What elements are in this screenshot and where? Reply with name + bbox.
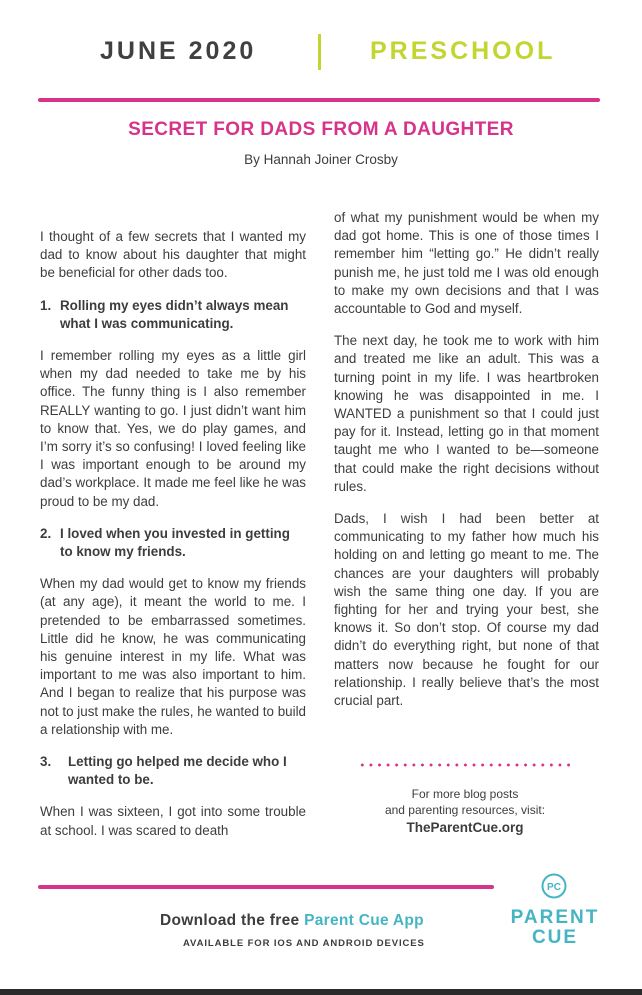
secret-heading-text: I loved when you invested in getting to know my friends. [60, 525, 290, 560]
intro-paragraph: I thought of a few secrets that I wanted my dad to know about his daughter that might be beneficial for other dads too. [40, 229, 306, 281]
secret-heading-3 [40, 753, 306, 789]
logo-line-1: PARENT [510, 907, 600, 928]
secret-number: 3. [40, 754, 52, 770]
article-byline: By Hannah Joiner Crosby [244, 152, 398, 167]
top-rule [38, 98, 600, 102]
availability-note: AVAILABLE FOR IOS AND ANDROID DEVICES [183, 938, 425, 949]
secret-heading-text: Letting go helped me decide who I wanted to be. [68, 754, 287, 788]
secret-number: 1. [40, 297, 52, 313]
dotted-divider [358, 762, 573, 768]
newsletter-date: JUNE 2020 [100, 37, 257, 65]
article-title: SECRET FOR DADS FROM A DAUGHTER [128, 119, 514, 140]
age-level-label: PRESCHOOL [370, 37, 556, 65]
promo-line-2: and parenting resources, visit: [384, 803, 546, 817]
secret-number: 2. [40, 525, 52, 541]
logo-line-2: CUE [531, 927, 579, 948]
secret-body-3: When I was sixteen, I got into some trouble at school. I was scared to death [40, 804, 306, 838]
website-link[interactable]: TheParentCue.org [406, 820, 524, 835]
column2-paragraph: Dads, I wish I had been better at communicating to my father how much his holding on and letting go meant to me. The chances are your daughters will probably wish the same thing one day. If you are fighting for her and trying your best, she knows it. So don’t stop. Of course my dad didn’t do everything right, but none of that matters now because he fought for our relationship. I really believe that’s the most crucial part. [334, 511, 599, 709]
logo-mark-text: PC [547, 882, 561, 893]
secret-body-2: When my dad would get to know my friends (at any age), it meant the world to me. I pretended to be embarrassed sometimes. Little did he know, he was communicating his genuine interest in my life. What was important to me was also important to him. And I began to realize that his purpose was not to just make the rules, he wanted to build a relationship with me. [40, 576, 306, 737]
download-prefix: Download the free [160, 912, 300, 929]
article-column-right [334, 209, 599, 724]
parent-cue-logo-icon [541, 873, 567, 899]
secret-heading-2 [40, 525, 306, 561]
column2-paragraph: The next day, he took me to work with him and treated me like an adult. This was a turning point in my life. I was heartbroken knowing he was disappointed in me. I WANTED a punishment so that I could just pay for it. Instead, letting go in that moment taught me who I wanted to be—someone that could make the right decisions without rules. [334, 333, 599, 494]
app-name-link[interactable]: Parent Cue App [304, 912, 424, 929]
article-column-left [40, 228, 306, 854]
parent-cue-logo-text [508, 908, 602, 948]
secret-body-1: I remember rolling my eyes as a little girl when my dad needed to take me by his office. The funny thing is I also remember REALLY wanting to go. I just didn’t want him to know that. Yes, we do play games, and I’m sorry it’s so confusing! I loved feeling like I was important enough to be around my dad’s workplace. It made me feel like he was proud to be my dad. [40, 348, 306, 509]
download-cta [160, 912, 424, 930]
secret-heading-1 [40, 297, 306, 333]
bottom-rule [38, 885, 494, 889]
secret-heading-text: Rolling my eyes didn’t always mean what I was communicating. [60, 297, 289, 331]
header-divider [318, 34, 321, 70]
column2-paragraph: of what my punishment would be when my dad got home. This is one of those times I remember him “letting go.” He didn’t really punish me, he just told me I was old enough to make my own decisions and that I was accountable to God and myself. [334, 210, 599, 317]
page-bottom-edge [0, 989, 642, 995]
promo-line-1: For more blog posts [411, 787, 519, 801]
